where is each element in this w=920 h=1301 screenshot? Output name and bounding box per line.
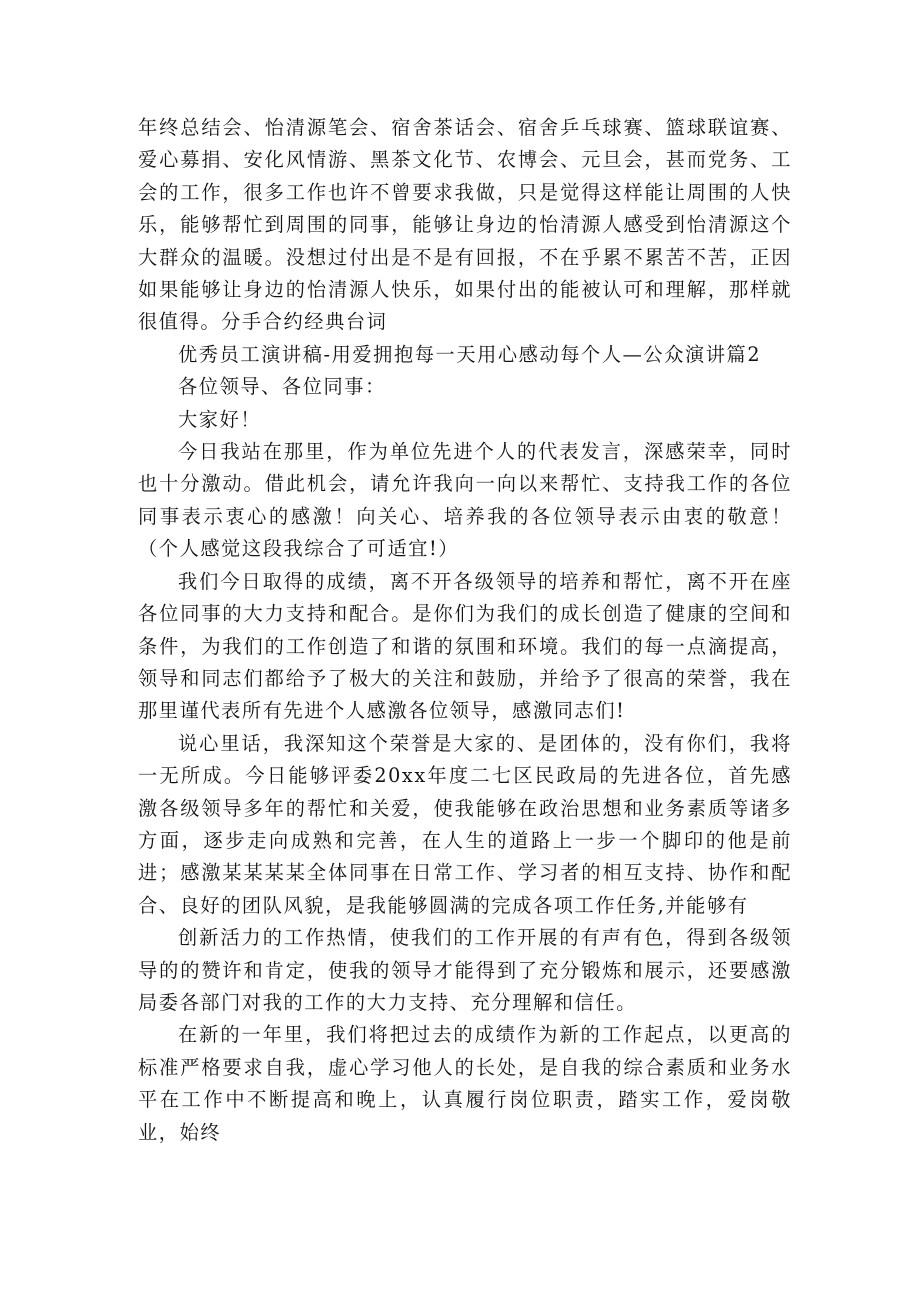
- body-paragraph-continuation: 年终总结会、怡清源笔会、宿舍茶话会、宿舍乒乓球赛、篮球联谊赛、爱心募捐、安化风情游、黑茶文化节、农博会、元旦会，甚而党务、工会的工作，很多工作也许不曾要求我做，只是觉得这样能让周围的人快乐，能够帮忙到周围的同事，能够让身边的怡清源人感受到怡清源这个大群众的温暖。没想过付出是不是有回报，不在乎累不累苦不苦，正因如果能够让身边的怡清源人快乐，如果付出的能被认可和理解，那样就很值得。分手合约经典台词: [138, 116, 792, 334]
- section-title: 优秀员工演讲稿-用爱拥抱每一天用心感动每个人—公众演讲篇2: [178, 342, 762, 366]
- body-paragraph: 在新的一年里，我们将把过去的成绩作为新的工作起点，以更高的标准严格要求自我，虚心学习他人的长处，是自我的综合素质和业务水平在工作中不断提高和晚上，认真履行岗位职责，踏实工作，爱岗敬业，始终: [138, 1023, 792, 1144]
- document-page: [138, 112, 792, 1149]
- body-paragraph: 创新活力的工作热情，使我们的工作开展的有声有色，得到各级领导的的赞许和肯定，使我的领导才能得到了充分锻炼和展示，还要感激局委各部门对我的工作的大力支持、充分理解和信任。: [138, 926, 792, 1014]
- salutation: 各位领导、各位同事：: [178, 375, 386, 399]
- body-paragraph: 今日我站在那里，作为单位先进个人的代表发言，深感荣幸，同时也十分激动。借此机会，请允许我向一向以来帮忙、支持我工作的各位同事表示衷心的感激！向关心、培养我的各位领导表示由衷的敬意！（个人感觉这段我综合了可适宜!）: [138, 440, 792, 561]
- body-paragraph: 说心里话，我深知这个荣誉是大家的、是团体的，没有你们，我将一无所成。今日能够评委20xx年度二七区民政局的先进各位，首先感激各级领导多年的帮忙和关爱，使我能够在政治思想和业务素质等诸多方面，逐步走向成熟和完善，在人生的道路上一步一个脚印的他是前进；感激某某某某全体同事在日常工作、学习者的相互支持、协作和配合、良好的团队风貌，是我能够圆满的完成各项工作任务,并能够有: [138, 731, 792, 917]
- greeting: 大家好！: [178, 407, 262, 431]
- body-paragraph: 我们今日取得的成绩，离不开各级领导的培养和帮忙，离不开在座各位同事的大力支持和配合。是你们为我们的成长创造了健康的空间和条件，为我们的工作创造了和谐的氛围和环境。我们的每一点滴提高，领导和同志们都给予了极大的关注和鼓励，并给予了很高的荣誉，我在那里谨代表所有先进个人感激各位领导，感激同志们!: [138, 569, 792, 723]
